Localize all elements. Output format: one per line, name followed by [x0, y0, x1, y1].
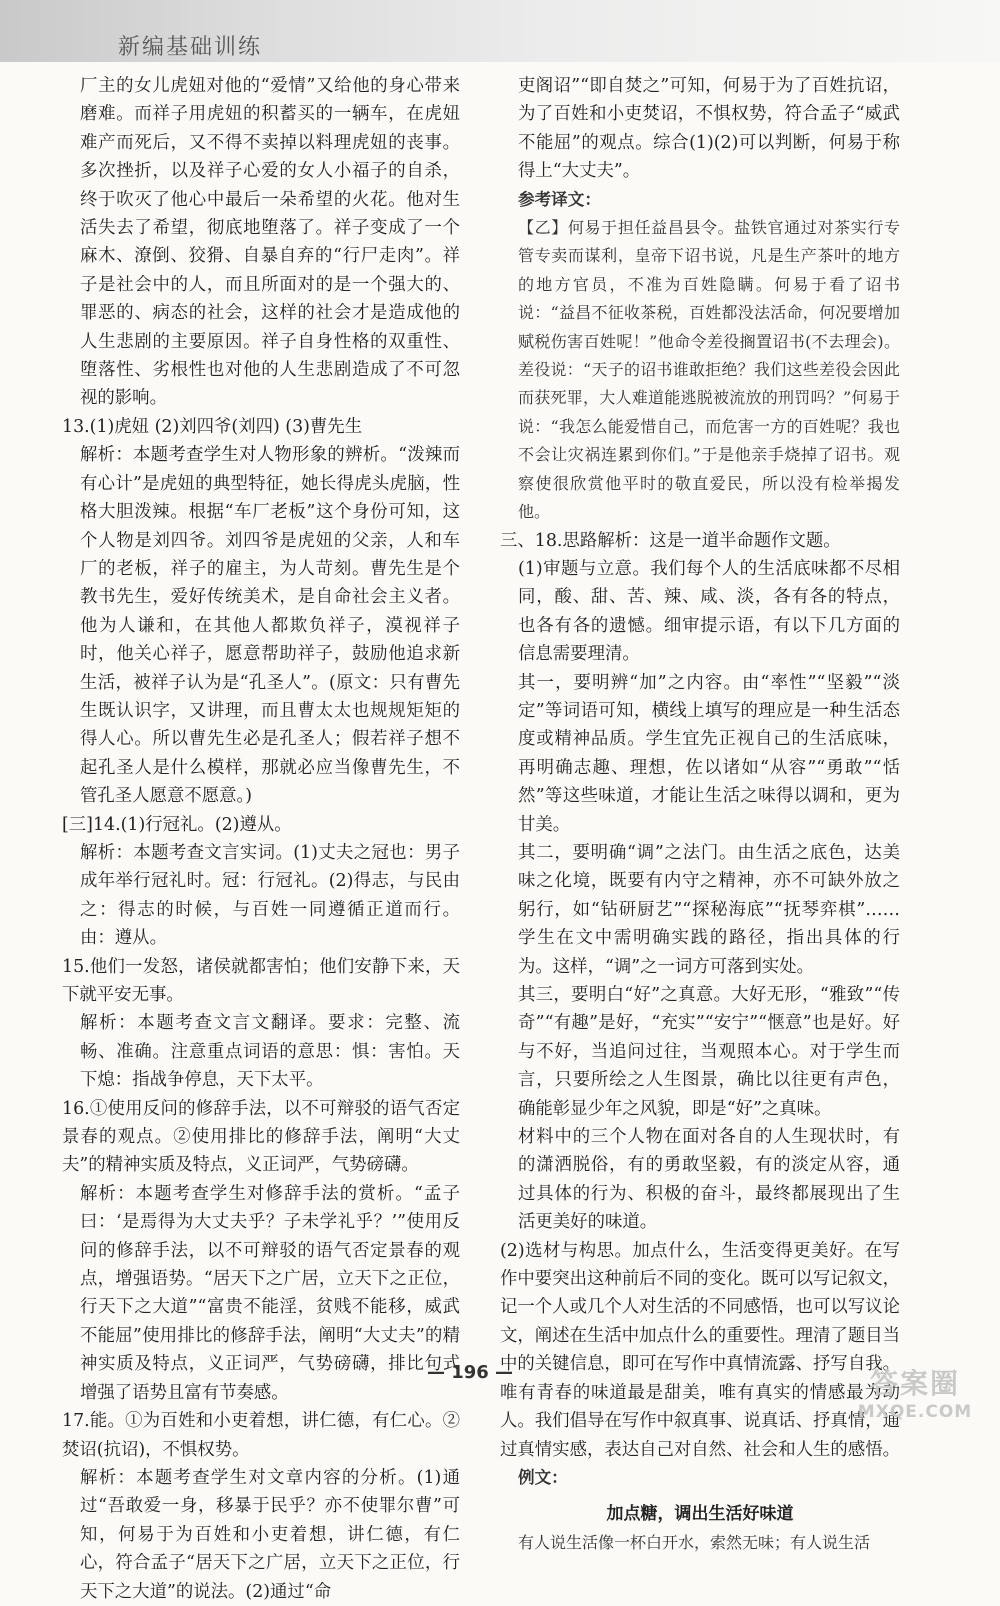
- analysis-16: 解析：本题考查学生对修辞手法的赏析。“孟子曰：‘是焉得为大丈夫乎？子未学礼乎？’”使用反问的修辞手法，以不可辩驳的语气否定景春的观点，增强语势。“居天下之广居，立天下之正位，行天下之大道”“富贵不能淫，贫贱不能移，威武不能屈”使用排比的修辞手法，阐明“大丈夫”的精神实质及特点，义正词严，气势磅礴，排比句式增强了语势且富有节奏感。: [80, 1183, 460, 1403]
- watermark-url: MXQE.COM: [857, 1402, 973, 1422]
- paragraph: 吏阁诏”“即自焚之”可知，何易于为了百姓抗诏，为了百姓和小吏焚诏，不惧权势，符合孟子“威武不能屈”的观点。综合(1)(2)可以判断，何易于称得上“大丈夫”。: [518, 76, 900, 182]
- analysis-13: 解析：本题考查学生对人物形象的辨析。“泼辣而有心计”是虎妞的典型特征，她长得虎头虎脑，性格大胆泼辣。根据“车厂老板”这个身份可知，这个人物是刘四爷。刘四爷是虎妞的父亲，人和车厂的老板，祥子的雇主，为人苛刻。曹先生是个教书先生，爱好传统美术，是自命社会主义者。他为人谦和，在其他人都欺负祥子，漠视祥子时，他关心祥子，愿意帮助祥子，鼓励他追求新生活，被祥子认为是“孔圣人”。(原文：只有曹先生既认识字，又讲理，而且曹太太也规规矩矩的得人心。所以曹先生必是孔圣人；假若祥子想不起孔圣人是什么模样，那就必应当像曹先生，不管孔圣人愿意不愿意。): [80, 445, 460, 807]
- paragraph: (2)选材与构思。加点什么，生活变得更美好。在写作中要突出这种前后不同的变化。既可以写记叙文，记一个人或几个人对生活的不同感悟，也可以写议论文，阐述在生活中加点什么的重要性。理清了题目当中的关键信息，即可在写作中真情流露、抒写自我。唯有青春的味道最是甜美，唯有真实的情感最为动人。我们倡导在写作中叙真事、说真话、抒真情，通过真情实感，表达自己对自然、社会和人生的感悟。: [500, 1240, 900, 1460]
- translation-text: 【乙】何易于担任益昌县令。盐铁官通过对茶实行专管专卖而谋利，皇帝下诏书说，凡是生产茶叶的地方的地方官员，不准为百姓隐瞒。何易于看了诏书说：“益昌不征收茶税，百姓都没法活命，何况要增加赋税伤害百姓呢！”他命令差役搁置诏书(不去理会)。差役说：“天子的诏书谁敢拒绝？我们这些差役会因此而获死罪，大人难道能逃脱被流放的刑罚吗？”何易于说：“我怎么能爱惜自己，而危害一方的百姓呢？我也不会让灾祸连累到你们。”于是他亲手烧掉了诏书。观察使很欣赏他平时的敬直爱民，所以没有检举揭发他。: [518, 218, 900, 522]
- paragraph: 其一，要明辨“加”之内容。由“率性”“坚毅”“淡定”等词语可知，横线上填写的理应是一种生活态度或精神品质。学生宜先正视自己的生活底味，再明确志趣、理想，佐以诸如“从容”“勇敢”“恬然”等这些味道，才能让生活之味得以调和，更为甘美。: [518, 672, 900, 835]
- answer-15: 15.他们一发怒，诸侯就都害怕；他们安静下来，天下就平安无事。: [62, 956, 460, 1005]
- answer-17: 17.能。①为百姓和小吏着想，讲仁德，有仁心。②焚诏(抗诏)，不惧权势。: [62, 1411, 460, 1460]
- analysis-14: 解析：本题考查文言实词。(1)丈夫之冠也：男子成年举行冠礼时。冠：行冠礼。(2)得志，与民由之：得志的时候，与百姓一同遵循正道而行。由：遵从。: [80, 842, 460, 949]
- header-band: [0, 0, 1000, 62]
- paragraph: 材料中的三个人物在面对各自的人生现状时，有的潇洒脱俗，有的勇敢坚毅，有的淡定从容，通过具体的行为、积极的奋斗，最终都展现出了生活更美好的味道。: [518, 1127, 900, 1233]
- right-column: [500, 72, 900, 1557]
- answer-14: [三]14.(1)行冠礼。(2)遵从。: [62, 814, 292, 835]
- answer-13: 13.(1)虎妞 (2)刘四爷(刘四) (3)曹先生: [62, 416, 363, 437]
- paragraph: (1)审题与立意。我们每个人的生活底味都不尽相同，酸、甜、苦、辣、咸、淡，各有各的特点，也各有各的遗憾。细审提示语，有以下几方面的信息需要理清。: [518, 558, 900, 665]
- analysis-15: 解析：本题考查文言文翻译。要求：完整、流畅、准确。注意重点词语的意思：惧：害怕。天下熄：指战争停息，天下太平。: [80, 1013, 460, 1091]
- paragraph: 其三，要明白“好”之真意。大好无形，“雅致”“传奇”“有趣”是好，“充实”“安宁”“惬意”也是好。好与不好，当追问过往，当观照本心。对于学生而言，只要所绘之人生图景，确比以往更有声色，确能彰显少年之风貌，即是“好”之真味。: [518, 985, 900, 1119]
- paragraph: 其二，要明确“调”之法门。由生活之底色，达美味之化境，既要有内守之精神，亦不可缺外放之躬行，如“钻研厨艺”“探秘海底”“抚琴弈棋”……学生在文中需明确实践的路径，指出具体的行为。这样，“调”之一词方可落到实处。: [518, 842, 900, 977]
- example-title: 加点糖，调出生活好味道: [606, 1504, 794, 1525]
- page-number: — 196 —: [426, 1362, 514, 1383]
- translation-heading: 参考译文：: [518, 189, 601, 209]
- left-column: [62, 72, 460, 1606]
- running-header-title: 新编基础训练: [118, 35, 263, 60]
- answer-18-heading: 三、18.思路解析：这是一道半命题作文题。: [500, 530, 841, 551]
- analysis-17: 解析：本题考查学生对文章内容的分析。(1)通过“吾敢爱一身，移暴于民乎？亦不使罪尔曹”可知，何易于为百姓和小吏着想，讲仁德，有仁心，符合孟子“居天下之广居，立天下之正位，行天下之大道”的说法。(2)通过“命: [80, 1467, 460, 1602]
- watermark-text: 答案圈: [869, 1367, 960, 1400]
- example-label: 例文：: [518, 1467, 568, 1487]
- paragraph: 厂主的女儿虎妞对他的“爱情”又给他的身心带来磨难。而祥子用虎妞的积蓄买的一辆车，在虎妞难产而死后，又不得不卖掉以料理虎妞的丧事。多次挫折，以及祥子心爱的女人小福子的自杀，终于吹灭了他心中最后一朵希望的火花。他对生活失去了希望，彻底地堕落了。祥子变成了一个麻木、潦倒、狡猾、自暴自弃的“行尸走肉”。祥子是社会中的人，而且所面对的是一个强大的、罪恶的、病态的社会，这样的社会才是造成他的人生悲剧的主要原因。祥子自身性格的双重性、堕落性、劣根性也对他的人生悲剧造成了不可忽视的影响。: [80, 76, 460, 409]
- example-text: 有人说生活像一杯白开水，索然无味；有人说生活: [518, 1532, 871, 1552]
- answer-16: 16.①使用反问的修辞手法，以不可辩驳的语气否定景春的观点。②使用排比的修辞手法，阐明“大丈夫”的精神实质及特点，义正词严，气势磅礴。: [62, 1098, 460, 1176]
- watermark-logo: [835, 1362, 995, 1422]
